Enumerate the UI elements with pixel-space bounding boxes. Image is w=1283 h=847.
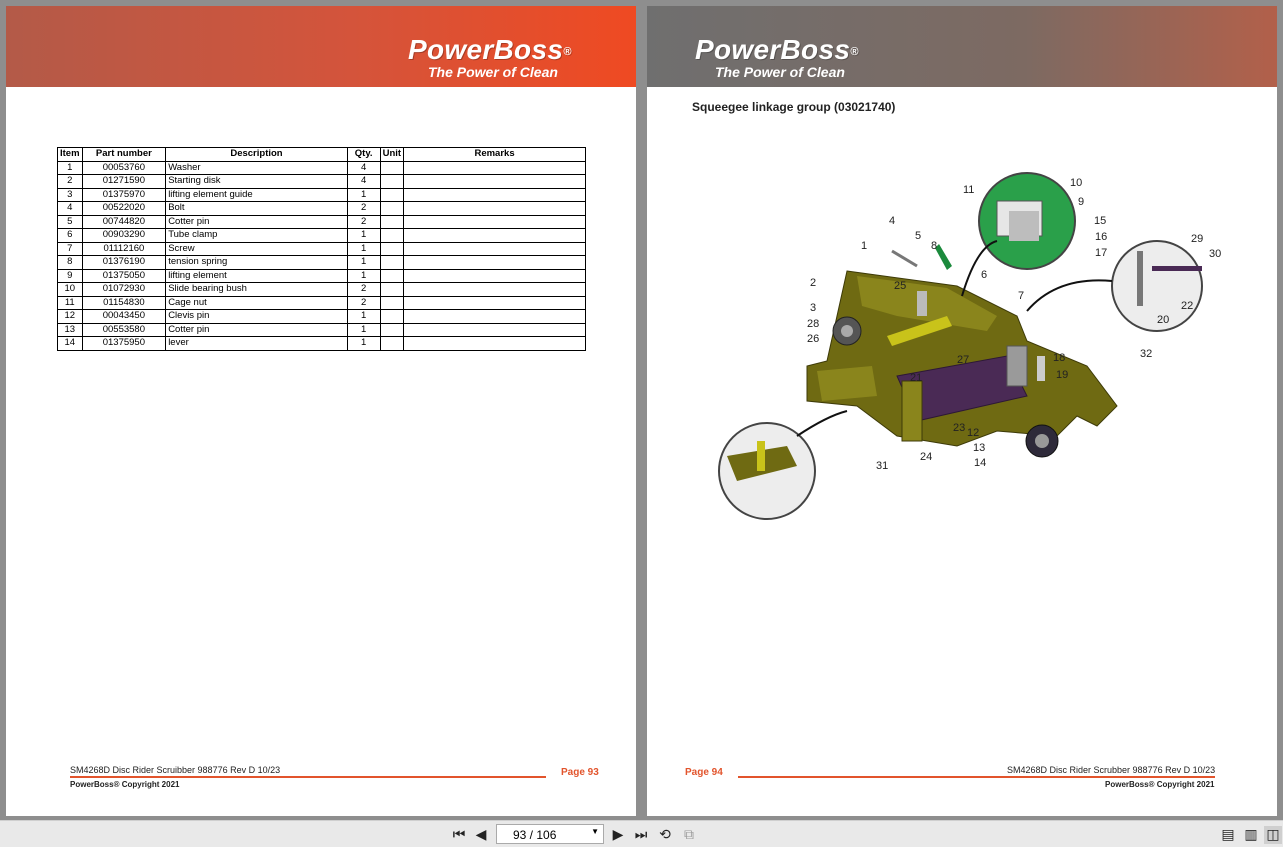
callout-label: 13 bbox=[973, 442, 986, 454]
callout-label: 28 bbox=[807, 318, 820, 330]
table-cell bbox=[380, 161, 403, 175]
column-header: Remarks bbox=[404, 148, 586, 162]
table-row bbox=[58, 269, 586, 283]
table-cell bbox=[404, 161, 586, 175]
table-cell bbox=[380, 229, 403, 243]
table-cell: 1 bbox=[347, 323, 380, 337]
callout-label: 14 bbox=[974, 457, 987, 469]
table-row bbox=[58, 229, 586, 243]
table-cell bbox=[380, 323, 403, 337]
table-row bbox=[58, 161, 586, 175]
table-cell bbox=[404, 256, 586, 270]
column-header: Description bbox=[166, 148, 348, 162]
table-cell: 4 bbox=[58, 202, 83, 216]
copy-icon[interactable]: ⧉ bbox=[684, 826, 694, 842]
footer-rule bbox=[70, 776, 546, 778]
table-cell: 4 bbox=[347, 161, 380, 175]
callout-label: 2 bbox=[810, 277, 817, 289]
document-reference: SM4268D Disc Rider Scruibber 988776 Rev D 10/23 bbox=[70, 765, 281, 775]
two-page-icon[interactable]: ◫ bbox=[1264, 826, 1282, 844]
table-cell: 2 bbox=[347, 296, 380, 310]
table-cell bbox=[404, 215, 586, 229]
registered-mark: ® bbox=[850, 46, 859, 58]
column-header: Unit bbox=[380, 148, 403, 162]
table-cell: 3 bbox=[58, 188, 83, 202]
table-cell: lifting element guide bbox=[166, 188, 348, 202]
copyright-notice: PowerBoss® Copyright 2021 bbox=[1105, 780, 1215, 789]
table-row bbox=[58, 202, 586, 216]
table-row bbox=[58, 296, 586, 310]
callout-label: 12 bbox=[967, 427, 980, 439]
table-cell bbox=[404, 202, 586, 216]
table-cell: 2 bbox=[347, 283, 380, 297]
table-cell bbox=[380, 337, 403, 351]
table-cell: 01154830 bbox=[82, 296, 166, 310]
table-cell: 2 bbox=[347, 215, 380, 229]
table-cell bbox=[380, 283, 403, 297]
last-page-icon[interactable]: ⏭ bbox=[634, 826, 648, 842]
table-cell bbox=[404, 310, 586, 324]
single-page-icon[interactable]: ▤ bbox=[1221, 826, 1235, 842]
powerboss-logo bbox=[408, 36, 572, 80]
callout-label: 26 bbox=[807, 333, 820, 345]
copyright-notice: PowerBoss® Copyright 2021 bbox=[70, 780, 180, 789]
table-cell: lifting element bbox=[166, 269, 348, 283]
table-cell bbox=[380, 310, 403, 324]
table-cell bbox=[404, 229, 586, 243]
callout-label: 5 bbox=[915, 230, 922, 242]
parts-table bbox=[57, 147, 586, 351]
table-cell: 1 bbox=[347, 188, 380, 202]
table-cell: 1 bbox=[347, 337, 380, 351]
callout-label: 3 bbox=[810, 302, 817, 314]
table-cell: 01271590 bbox=[82, 175, 166, 189]
table-cell bbox=[404, 242, 586, 256]
table-cell: 8 bbox=[58, 256, 83, 270]
callout-label: 11 bbox=[963, 184, 975, 196]
footer-rule bbox=[738, 776, 1215, 778]
left-page bbox=[6, 6, 636, 816]
table-cell: Cotter pin bbox=[166, 323, 348, 337]
callout-label: 10 bbox=[1070, 177, 1083, 189]
table-cell bbox=[404, 323, 586, 337]
table-row bbox=[58, 337, 586, 351]
rotate-icon[interactable]: ⟲ bbox=[659, 826, 671, 842]
column-header: Qty. bbox=[347, 148, 380, 162]
table-cell: 1 bbox=[347, 269, 380, 283]
table-cell: Starting disk bbox=[166, 175, 348, 189]
callout-label: 18 bbox=[1053, 352, 1066, 364]
table-cell: 1 bbox=[347, 310, 380, 324]
brand-tagline: The Power of Clean bbox=[428, 64, 558, 80]
table-cell: 01375970 bbox=[82, 188, 166, 202]
table-cell: 00043450 bbox=[82, 310, 166, 324]
column-header: Item bbox=[58, 148, 83, 162]
section-title: Squeegee linkage group (03021740) bbox=[692, 100, 896, 114]
table-cell: Slide bearing bush bbox=[166, 283, 348, 297]
table-cell: 01375050 bbox=[82, 269, 166, 283]
table-cell bbox=[404, 296, 586, 310]
table-cell: 6 bbox=[58, 229, 83, 243]
first-page-icon[interactable]: ⏮ bbox=[452, 826, 466, 842]
callout-label: 30 bbox=[1209, 248, 1222, 260]
table-cell: 01376190 bbox=[82, 256, 166, 270]
detail-inset-left bbox=[719, 411, 847, 519]
table-cell bbox=[380, 296, 403, 310]
exploded-parts-diagram bbox=[697, 166, 1237, 556]
table-cell: Cotter pin bbox=[166, 215, 348, 229]
callout-label: 4 bbox=[889, 215, 896, 227]
table-cell bbox=[404, 188, 586, 202]
callout-label: 8 bbox=[931, 240, 938, 252]
callout-label: 24 bbox=[920, 451, 933, 463]
detail-inset-top bbox=[962, 173, 1075, 296]
page-selector[interactable] bbox=[496, 824, 604, 844]
callout-label: 32 bbox=[1140, 348, 1153, 360]
callout-label: 31 bbox=[876, 460, 889, 472]
brand-tagline: The Power of Clean bbox=[715, 64, 845, 80]
table-cell: 12 bbox=[58, 310, 83, 324]
document-reference: SM4268D Disc Rider Scrubber 988776 Rev D 10/23 bbox=[1007, 765, 1216, 775]
table-cell bbox=[380, 256, 403, 270]
table-cell: 1 bbox=[347, 242, 380, 256]
table-cell: Tube clamp bbox=[166, 229, 348, 243]
page-number: Page 94 bbox=[685, 767, 723, 778]
table-cell bbox=[404, 269, 586, 283]
table-row bbox=[58, 215, 586, 229]
table-cell bbox=[380, 175, 403, 189]
table-cell bbox=[380, 202, 403, 216]
table-cell: 1 bbox=[58, 161, 83, 175]
callout-label: 16 bbox=[1095, 231, 1108, 243]
table-cell bbox=[404, 337, 586, 351]
table-cell bbox=[404, 175, 586, 189]
table-cell: 10 bbox=[58, 283, 83, 297]
right-page bbox=[647, 6, 1277, 816]
table-cell: 11 bbox=[58, 296, 83, 310]
table-cell: 00522020 bbox=[82, 202, 166, 216]
table-row bbox=[58, 323, 586, 337]
table-cell: 1 bbox=[347, 229, 380, 243]
callout-label: 29 bbox=[1191, 233, 1204, 245]
table-cell: Clevis pin bbox=[166, 310, 348, 324]
brand-name: PowerBoss bbox=[408, 34, 564, 65]
table-cell: 00744820 bbox=[82, 215, 166, 229]
table-row bbox=[58, 175, 586, 189]
callout-label: 19 bbox=[1056, 369, 1069, 381]
callout-label: 27 bbox=[957, 354, 970, 366]
callout-label: 22 bbox=[1181, 300, 1194, 312]
brand-name: PowerBoss bbox=[695, 34, 851, 65]
continuous-icon[interactable]: ▥ bbox=[1244, 826, 1258, 842]
table-cell: 4 bbox=[347, 175, 380, 189]
table-cell bbox=[404, 283, 586, 297]
table-cell: tension spring bbox=[166, 256, 348, 270]
column-header: Part number bbox=[82, 148, 166, 162]
table-cell: 00053760 bbox=[82, 161, 166, 175]
callout-label: 17 bbox=[1095, 247, 1108, 259]
table-cell bbox=[380, 269, 403, 283]
callout-label: 20 bbox=[1157, 314, 1170, 326]
table-cell bbox=[380, 188, 403, 202]
pdf-viewer-toolbar bbox=[0, 820, 1283, 847]
callout-label: 7 bbox=[1018, 290, 1025, 302]
table-cell bbox=[380, 242, 403, 256]
page-indicator: 93 / 106 bbox=[513, 828, 557, 842]
table-cell: Bolt bbox=[166, 202, 348, 216]
table-cell: 1 bbox=[347, 256, 380, 270]
table-row bbox=[58, 283, 586, 297]
table-row bbox=[58, 310, 586, 324]
chevron-down-icon: ▼ bbox=[591, 827, 599, 836]
callout-label: 9 bbox=[1078, 196, 1085, 208]
table-cell: 2 bbox=[347, 202, 380, 216]
next-page-icon[interactable]: ▶ bbox=[612, 826, 624, 842]
table-cell: 2 bbox=[58, 175, 83, 189]
table-cell: Washer bbox=[166, 161, 348, 175]
table-cell: Cage nut bbox=[166, 296, 348, 310]
table-cell: 00553580 bbox=[82, 323, 166, 337]
table-cell: 13 bbox=[58, 323, 83, 337]
left-header-banner bbox=[6, 6, 636, 87]
table-cell: 14 bbox=[58, 337, 83, 351]
table-cell: lever bbox=[166, 337, 348, 351]
callout-label: 15 bbox=[1094, 215, 1107, 227]
callout-label: 25 bbox=[894, 280, 907, 292]
table-cell: 9 bbox=[58, 269, 83, 283]
powerboss-logo bbox=[695, 36, 859, 80]
prev-page-icon[interactable]: ◀ bbox=[475, 826, 487, 842]
table-row bbox=[58, 188, 586, 202]
callout-label: 1 bbox=[861, 240, 868, 252]
callout-label: 21 bbox=[910, 372, 923, 384]
table-header-row bbox=[58, 148, 586, 162]
table-cell: 01112160 bbox=[82, 242, 166, 256]
registered-mark: ® bbox=[563, 46, 572, 58]
table-cell: 5 bbox=[58, 215, 83, 229]
table-cell bbox=[380, 215, 403, 229]
table-cell: 01072930 bbox=[82, 283, 166, 297]
table-cell: 7 bbox=[58, 242, 83, 256]
table-row bbox=[58, 256, 586, 270]
table-cell: Screw bbox=[166, 242, 348, 256]
table-row bbox=[58, 242, 586, 256]
table-cell: 00903290 bbox=[82, 229, 166, 243]
page-number: Page 93 bbox=[561, 767, 599, 778]
callout-label: 23 bbox=[953, 422, 966, 434]
right-header-banner bbox=[647, 6, 1277, 87]
table-cell: 01375950 bbox=[82, 337, 166, 351]
callout-label: 6 bbox=[981, 269, 988, 281]
